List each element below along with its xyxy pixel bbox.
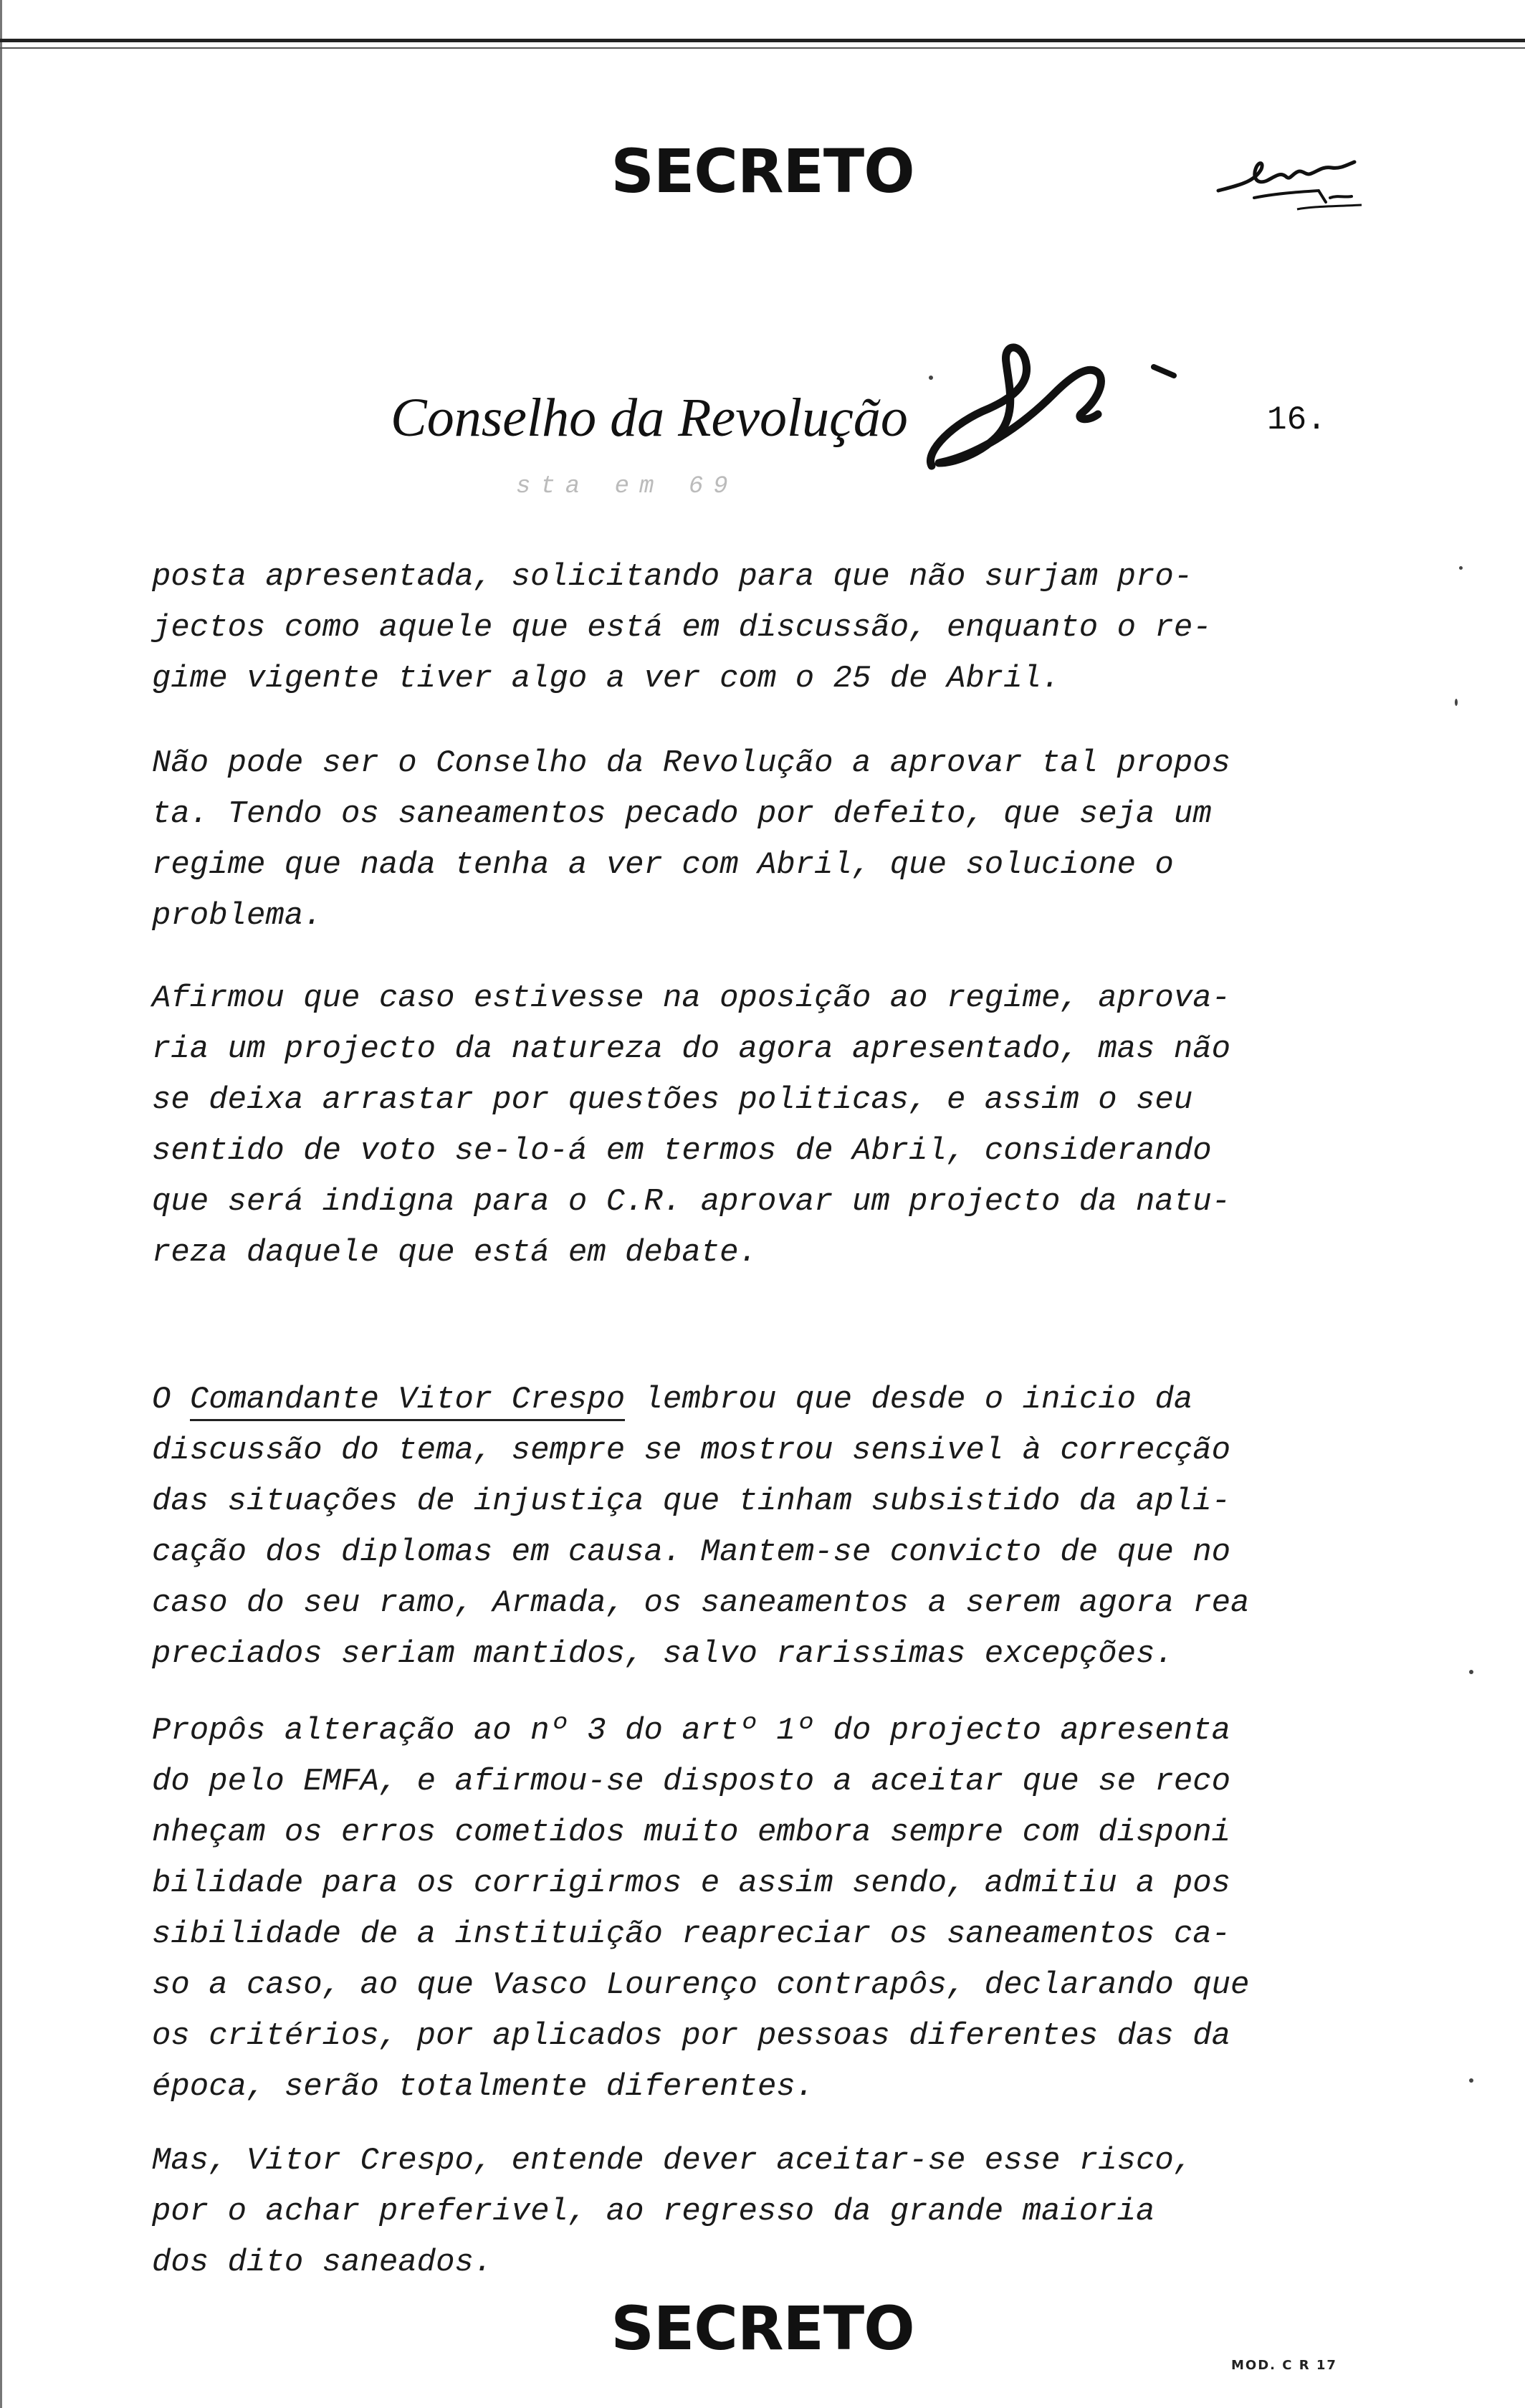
letterhead-row	[0, 337, 1525, 480]
text-line: discussão do tema, sempre se mostrou sensivel à correcção	[152, 1433, 1231, 1468]
handwritten-initials-icon	[1211, 140, 1383, 219]
text-line: bilidade para os corrigirmos e assim sendo, admitiu a pos	[152, 1865, 1231, 1901]
text-line: Afirmou que caso estivesse na oposição ao regime, aprova-	[152, 980, 1231, 1016]
text-line: nheçam os erros cometidos muito embora sempre com disponi	[152, 1815, 1231, 1850]
paragraph-6	[152, 2136, 1334, 2288]
text-line: ria um projecto da natureza do agora apresentado, mas não	[152, 1031, 1231, 1067]
text-line: Mas, Vitor Crespo, entende dever aceitar-se esse risco,	[152, 2143, 1193, 2179]
text-line: problema.	[152, 898, 322, 934]
scan-speck	[1469, 2078, 1473, 2083]
text-line: gime vigente tiver algo a ver com o 25 de Abril.	[152, 661, 1061, 697]
scan-speck	[1459, 566, 1463, 570]
paragraph-3	[152, 973, 1334, 1279]
paragraph-4	[152, 1375, 1334, 1680]
text-line: se deixa arrastar por questões politicas, e assim o seu	[152, 1082, 1193, 1118]
scan-speck	[1455, 699, 1458, 706]
scan-speck	[1469, 1670, 1473, 1674]
top-border-rule-secondary	[0, 47, 1525, 49]
text-line: Não pode ser o Conselho da Revolução a aprovar tal propos	[152, 745, 1231, 781]
text-line: sentido de voto se-lo-á em termos de Abril, considerando	[152, 1133, 1212, 1169]
speaker-name: Comandante Vitor Crespo	[190, 1382, 625, 1421]
text-line: sibilidade de a instituição reapreciar os saneamentos ca-	[152, 1916, 1231, 1952]
faint-reference-text: sta em 69	[516, 473, 738, 500]
handwritten-signature-icon	[910, 315, 1197, 480]
speaker-line-prefix: O	[152, 1382, 190, 1418]
secret-stamp-top: SECRETO	[611, 136, 914, 206]
text-line: dos dito saneados.	[152, 2245, 493, 2280]
secret-stamp-bottom: SECRETO	[611, 2293, 914, 2364]
text-line: posta apresentada, solicitando para que não surjam pro-	[152, 559, 1193, 595]
text-line: regime que nada tenha a ver com Abril, que solucione o	[152, 847, 1174, 883]
page-number: 16.	[1267, 401, 1326, 439]
letterhead-title: Conselho da Revolução	[391, 388, 908, 448]
text-line: caso do seu ramo, Armada, os saneamentos a serem agora rea	[152, 1585, 1250, 1621]
scan-speck	[929, 376, 933, 380]
text-line: época, serão totalmente diferentes.	[152, 2069, 815, 2105]
text-line: reza daquele que está em debate.	[152, 1235, 757, 1271]
text-line: preciados seriam mantidos, salvo rarissimas excepções.	[152, 1636, 1174, 1672]
text-line: os critérios, por aplicados por pessoas diferentes das da	[152, 2018, 1231, 2054]
text-line: das situações de injustiça que tinham subsistido da apli-	[152, 1484, 1231, 1519]
paragraph-5	[152, 1706, 1334, 2113]
paragraph-2	[152, 738, 1334, 942]
speaker-line	[152, 1375, 1334, 1425]
text-line: cação dos diplomas em causa. Mantem-se convicto de que no	[152, 1534, 1231, 1570]
text-line: do pelo EMFA, e afirmou-se disposto a aceitar que se reco	[152, 1764, 1231, 1800]
text-line: jectos como aquele que está em discussão, enquanto o re-	[152, 610, 1212, 646]
text-line: so a caso, ao que Vasco Lourenço contrapôs, declarando que	[152, 1967, 1250, 2003]
paragraph-1	[152, 552, 1334, 704]
form-model-code: MOD. C R 17	[1231, 2358, 1337, 2373]
text-line: por o achar preferivel, ao regresso da grande maioria	[152, 2194, 1155, 2230]
text-line: ta. Tendo os saneamentos pecado por defeito, que seja um	[152, 796, 1212, 832]
text-line: Propôs alteração ao nº 3 do artº 1º do projecto apresenta	[152, 1713, 1231, 1749]
top-border-rule	[0, 39, 1525, 42]
speaker-line-rest: lembrou que desde o inicio da	[625, 1382, 1193, 1418]
text-line: que será indigna para o C.R. aprovar um projecto da natu-	[152, 1184, 1231, 1220]
